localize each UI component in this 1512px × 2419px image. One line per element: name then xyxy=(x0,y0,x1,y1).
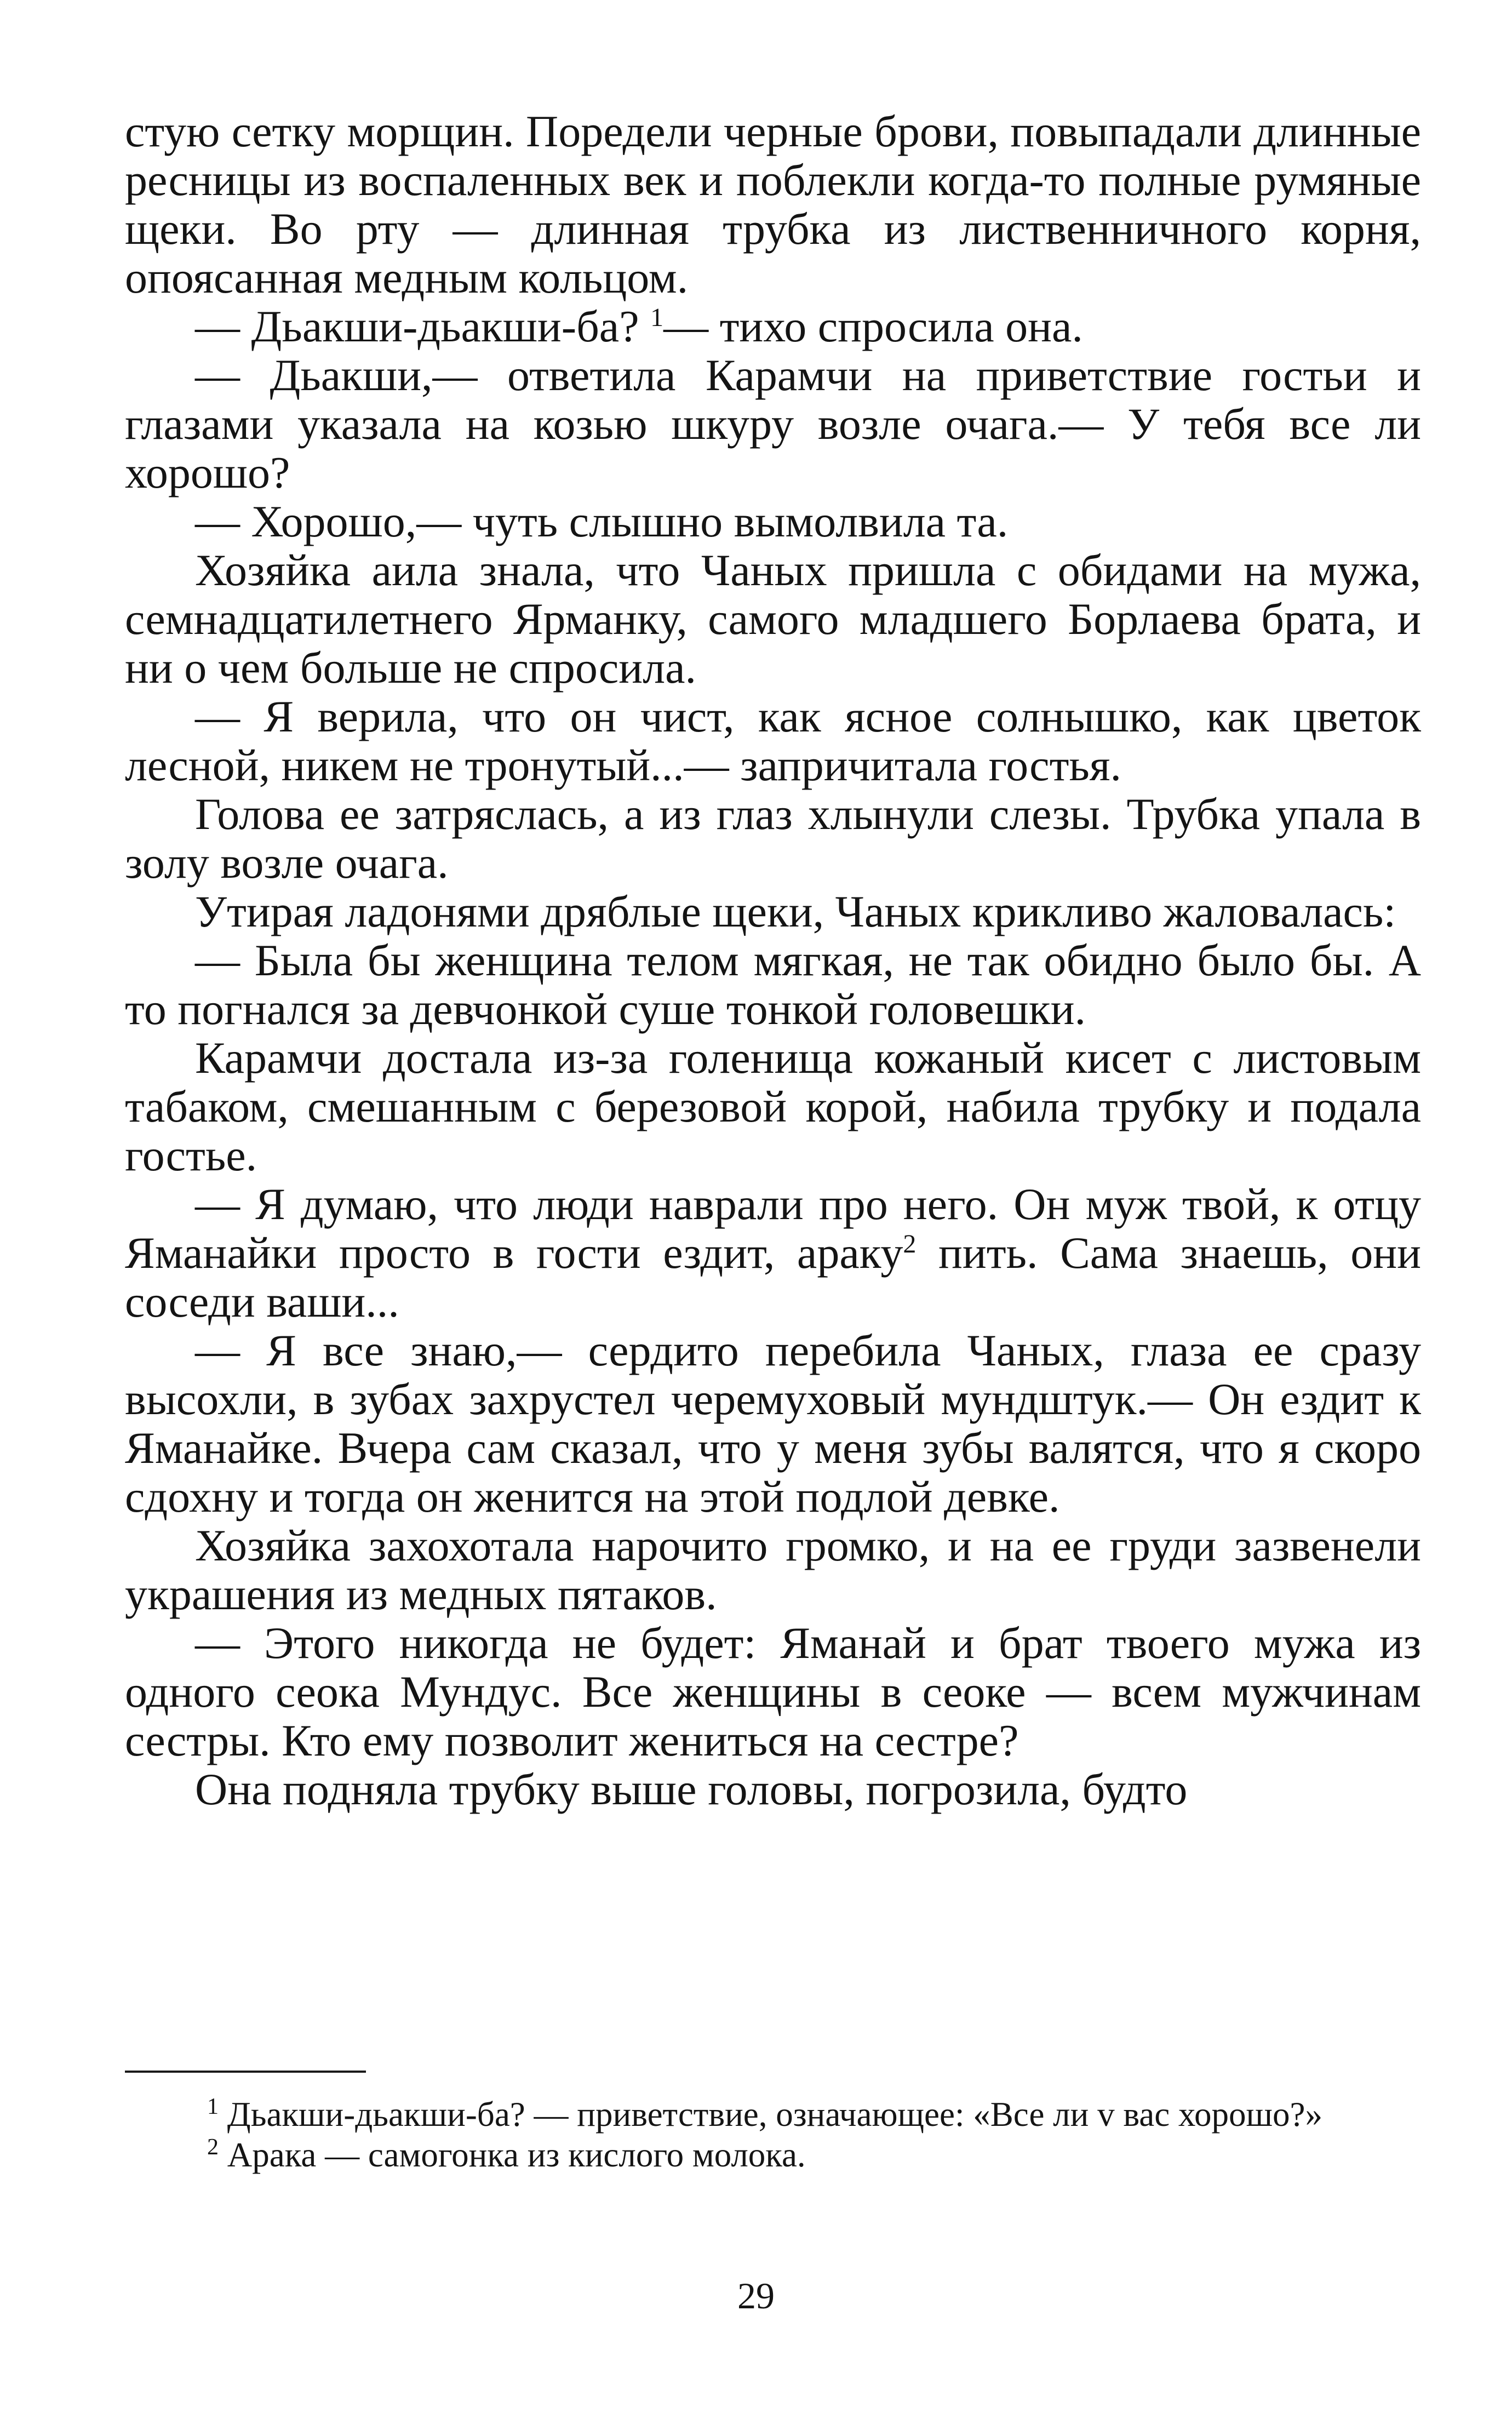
footnote-2-mark: 2 xyxy=(207,2135,219,2160)
paragraph-2-text-a: — Дьакши-дьакши-ба? xyxy=(195,301,651,351)
page-body xyxy=(125,107,1421,1814)
paragraph-5: Хозяйка аила знала, что Чаных пришла с обидами на мужа, семнадцатилетнего Ярманку, самого младшего Борлаева брата, и ни о чем больше не спросила. xyxy=(125,545,1421,693)
paragraph-6: — Я верила, что он чист, как ясное солнышко, как цветок лесной, никем не тронутый...— запричитала гостья. xyxy=(125,691,1421,790)
paragraph-10: Карамчи достала из-за голенища кожаный кисет с листовым табаком, смешанным с березовой корой, набила трубку и подала гостье. xyxy=(125,1033,1421,1180)
footnote-1-mark: 1 xyxy=(207,2094,219,2119)
paragraph-9: — Была бы женщина телом мягкая, не так обидно было бы. А то погнался за девчонкой суше тонкой головешки. xyxy=(125,935,1421,1034)
footnote-ref-2: 2 xyxy=(903,1229,917,1259)
footnote-1-text: Дьакши-дьакши-ба? — приветствие, означающее: «Все ли v вас хорошо?» xyxy=(219,2095,1322,2134)
footnote-divider xyxy=(125,2071,366,2073)
footnote-2 xyxy=(125,2135,1421,2175)
paragraph-4: — Хорошо,— чуть слышно вымолвила та. xyxy=(195,496,1009,546)
paragraph-13: Хозяйка захохотала нарочито громко, и на ее груди зазвенели украшения из медных пятаков. xyxy=(125,1520,1421,1619)
paragraph-8: Утирая ладонями дряблые щеки, Чаных крикливо жаловалась: xyxy=(195,887,1396,936)
paragraph-7: Голова ее затряслась, а из глаз хлынули слезы. Трубка упала в золу возле очага. xyxy=(125,789,1421,888)
paragraph-2 xyxy=(125,302,1421,351)
paragraph-11 xyxy=(125,1180,1421,1326)
paragraph-11-text-a: — Я думаю, что люди наврали про него. Он муж твой, к отцу Яманайки просто в гости ездит, араку xyxy=(125,1179,1421,1278)
paragraph-14: — Этого никогда не будет: Яманай и брат твоего мужа из одного сеока Мундус. Все женщины в сеоке — всем мужчинам сестры. Кто ему позволит жениться на сестре? xyxy=(125,1618,1421,1765)
paragraph-15: Она подняла трубку выше головы, погрозила, будто xyxy=(195,1764,1188,1814)
paragraph-11-text-b: пить. Сама знаешь, они соседи ваши... xyxy=(125,1228,1421,1326)
footnote-ref-1: 1 xyxy=(650,303,664,332)
paragraph-1: стую сетку морщин. Поредели черные брови, повыпадали длинные ресницы из воспаленных век и поблекли когда-то полные румяные щеки. Во рту — длинная трубка из лиственничного корня, опоясанная медным кольцом. xyxy=(125,106,1421,302)
paragraph-3: — Дьакши,— ответила Карамчи на приветствие гостьи и глазами указала на козью шкуру возле очага.— У тебя все ли хорошо? xyxy=(125,350,1421,497)
page-number: 29 xyxy=(737,2275,775,2317)
footnote-1 xyxy=(125,2094,1421,2135)
paragraph-2-text-b: — тихо спросила она. xyxy=(663,301,1083,351)
paragraph-12: — Я все знаю,— сердито перебила Чаных, глаза ее сразу высохли, в зубах захрустел черемуховый мундштук.— Он ездит к Яманайке. Вчера сам сказал, что у меня зубы валятся, что я скоро сдохну и тогда он женится на этой подлой девке. xyxy=(125,1325,1421,1522)
footnote-2-text: Арака — самогонка из кислого молока. xyxy=(219,2136,806,2174)
footnotes xyxy=(125,2094,1421,2175)
